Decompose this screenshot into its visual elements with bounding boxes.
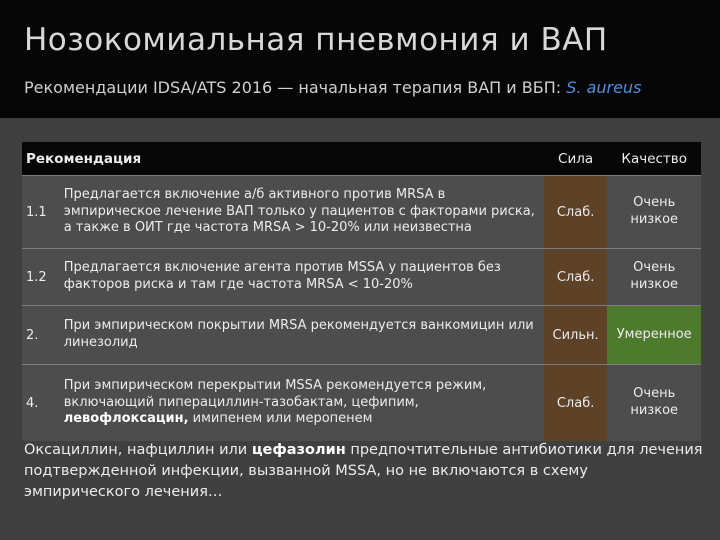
footnote-text: Оксациллин, нафциллин или [24, 442, 252, 458]
row-number: 1.2 [22, 249, 60, 305]
footnote-text: предпочтительные антибиотики для лечения подтвержденной инфекции, вызванной MSSA, но не включаются в схему эмпирического лечения… [24, 442, 703, 501]
row-strength: Слаб. [544, 365, 608, 441]
row-text [60, 365, 544, 441]
row-number: 1.1 [22, 176, 60, 248]
table-row [22, 176, 701, 248]
table-header-row [22, 142, 701, 176]
row-strength: Слаб. [544, 176, 608, 248]
col-header-strength: Сила [544, 142, 608, 176]
row-strength: Слаб. [544, 249, 608, 305]
row-quality: Очень низкое [607, 365, 701, 441]
row-text-part: При эмпирическом перекрытии MSSA рекомендуется режим, включающий пиперациллин-тазобактам, цефипим, [63, 378, 487, 410]
slide-title: Нозокомиальная пневмония и ВАП [24, 22, 608, 58]
table-row [22, 306, 701, 364]
row-text-bold: левофлоксацин, [63, 411, 189, 427]
recommendations-table [22, 142, 701, 441]
row-strength: Сильн. [544, 306, 608, 364]
table-row [22, 365, 701, 441]
subtitle-organism: S. aureus [566, 78, 642, 97]
row-number: 4. [22, 365, 60, 441]
row-text: Предлагается включение агента против MSSA у пациентов без факторов риска и там где частота MRSA < 10-20% [60, 249, 544, 305]
row-quality: Очень низкое [607, 249, 701, 305]
row-number: 2. [22, 306, 60, 364]
footnote-bold: цефазолин [251, 442, 346, 458]
row-text-part: имипенем или меропенем [188, 411, 373, 427]
row-text: Предлагается включение а/б активного против MRSA в эмпирическое лечение ВАП только у пациентов с факторами риска, а также в ОИТ где частота MRSA > 10-20% или неизвестна [60, 176, 544, 248]
slide-header [0, 0, 720, 118]
row-quality: Умеренное [607, 306, 701, 364]
footnote [24, 440, 704, 503]
col-header-recommendation: Рекомендация [22, 142, 544, 176]
row-text: При эмпирическом покрытии MRSA рекомендуется ванкомицин или линезолид [60, 306, 544, 364]
slide-subtitle [24, 78, 641, 97]
table-row [22, 249, 701, 305]
col-header-quality: Качество [607, 142, 701, 176]
row-quality: Очень низкое [607, 176, 701, 248]
subtitle-text: Рекомендации IDSA/ATS 2016 — начальная терапия ВАП и ВБП: [24, 78, 567, 97]
